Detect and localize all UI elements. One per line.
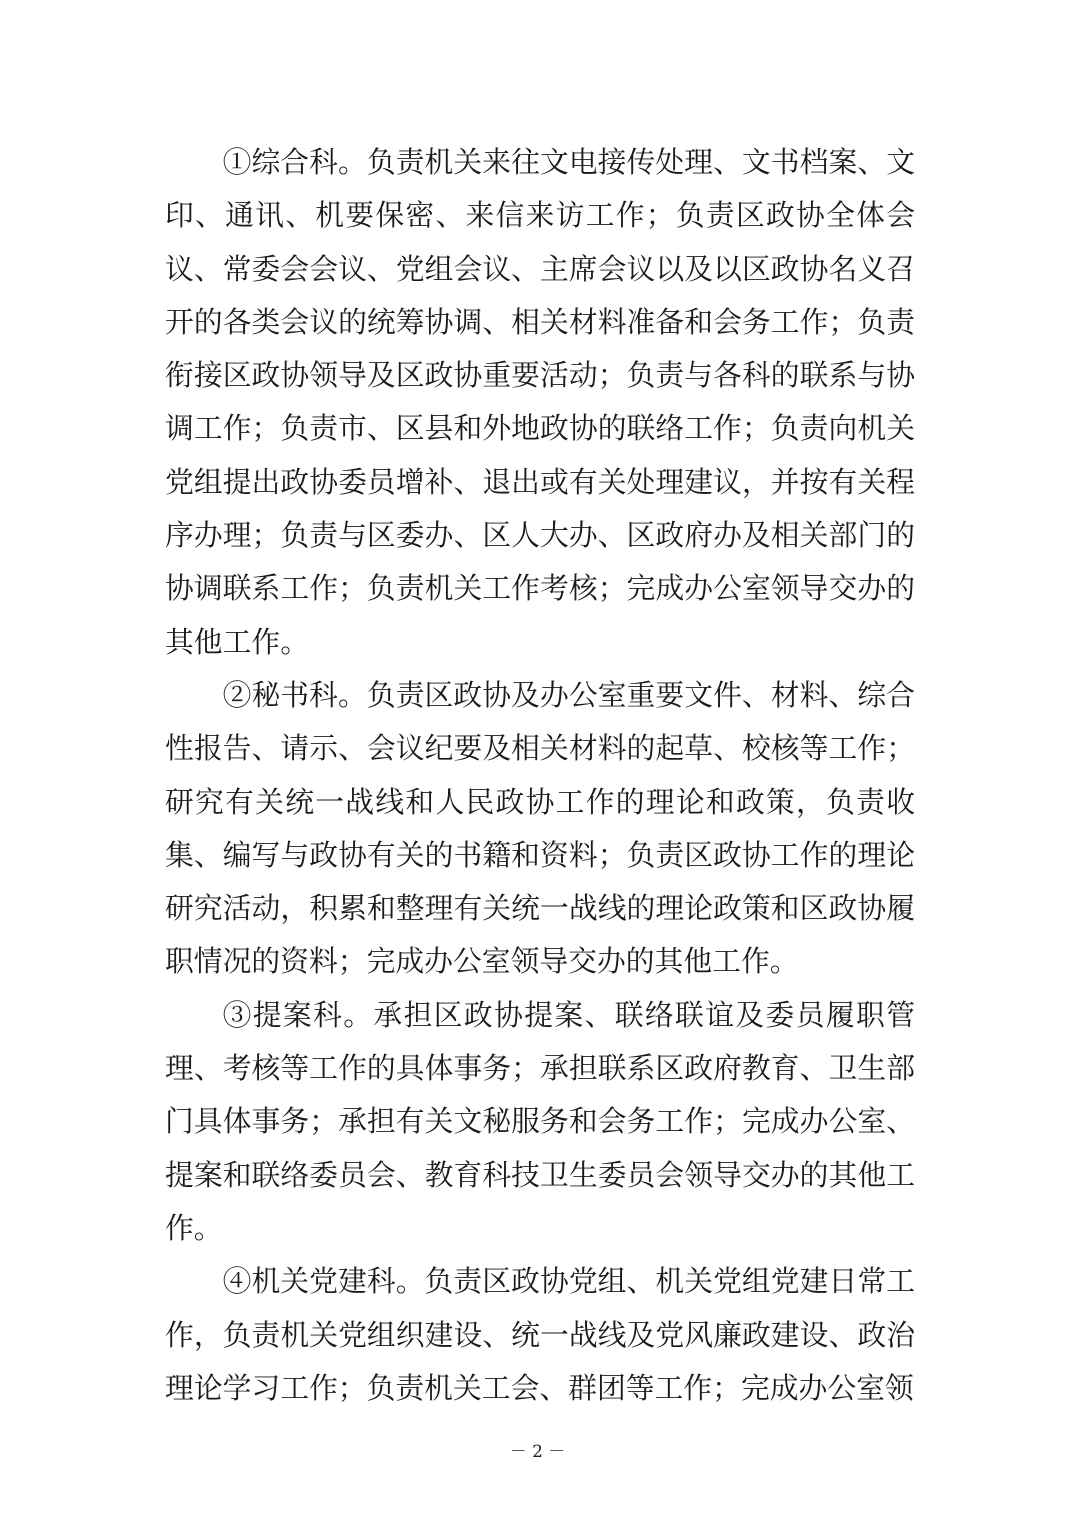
paragraph-proposal-section: ③提案科。承担区政协提案、联络联谊及委员履职管理、考核等工作的具体事务；承担联系区政府教育、卫生部门具体事务；承担有关文秘服务和会务工作；完成办公室、提案和联络委员会、教育科技卫生委员会领导交办的其他工作。 — [165, 997, 915, 1245]
body-text — [165, 136, 915, 1415]
paragraph-party-building-section: ④机关党建科。负责区政协党组、机关党组党建日常工作，负责机关党组织建设、统一战线及党风廉政建设、政治理论学习工作；负责机关工会、群团等工作；完成办公室领 — [165, 1264, 915, 1405]
paragraph-secretariat-section: ②秘书科。负责区政协及办公室重要文件、材料、综合性报告、请示、会议纪要及相关材料的起草、校核等工作；研究有关统一战线和人民政协工作的理论和政策，负责收集、编写与政协有关的书籍和资料；负责区政协工作的理论研究活动，积累和整理有关统一战线的理论政策和区政协履职情况的资料；完成办公室领导交办的其他工作。 — [165, 677, 915, 979]
page-number: － 2 － — [509, 1442, 566, 1462]
paragraph-general-section: ①综合科。负责机关来往文电接传处理、文书档案、文印、通讯、机要保密、来信来访工作；负责区政协全体会议、常委会会议、党组会议、主席会议以及以区政协名义召开的各类会议的统筹协调、相关材料准备和会务工作；负责衔接区政协领导及区政协重要活动；负责与各科的联系与协调工作；负责市、区县和外地政协的联络工作；负责向机关党组提出政协委员增补、退出或有关处理建议，并按有关程序办理；负责与区委办、区人大办、区政府办及相关部门的协调联系工作；负责机关工作考核；完成办公室领导交办的其他工作。 — [165, 145, 915, 659]
